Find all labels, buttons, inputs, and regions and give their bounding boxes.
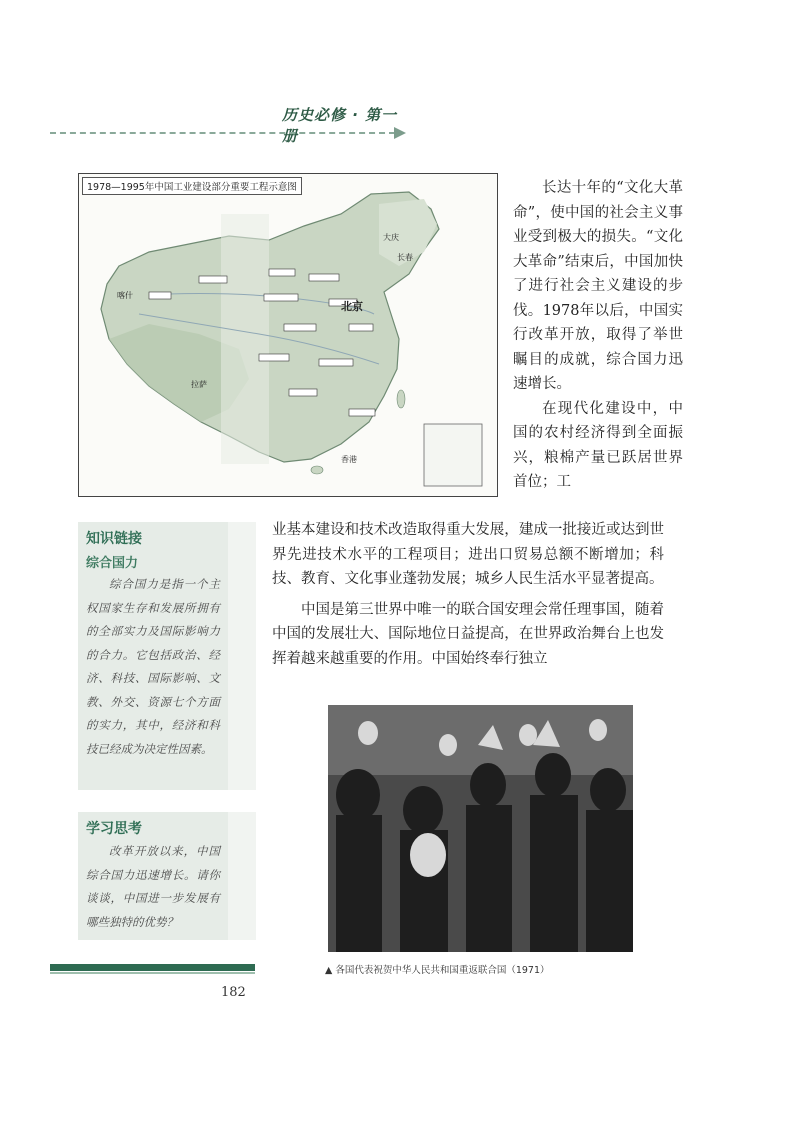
person-silhouette (336, 769, 380, 821)
sidebar-strip (228, 812, 256, 940)
knowledge-link-text: 综合国力是指一个主权国家生存和发展所拥有的全部实力及国际影响力的合力。它包括政治、经济、科技、国际影响、文教、外交、资源七个方面的实力，其中，经济和科技已经成为决定性因素。 (86, 577, 220, 756)
face-highlight (439, 734, 457, 756)
project-marker (349, 409, 375, 416)
face-highlight (519, 724, 537, 746)
paragraph-2-start: 在现代化建设中，中国的农村经济得到全面振兴，粮棉产量已跃居世界首位；工 (513, 400, 683, 490)
knowledge-link-subheading: 综合国力 (86, 556, 139, 571)
map-label-beijing: 北京 (341, 300, 363, 313)
face-highlight (589, 719, 607, 741)
footer-bar-thin (50, 972, 255, 974)
person-silhouette (530, 795, 578, 952)
knowledge-link-box (78, 522, 228, 790)
person-silhouette (586, 810, 633, 952)
person-silhouette (466, 805, 512, 952)
map-label-changchun: 长春 (397, 253, 413, 262)
project-marker (284, 324, 316, 331)
map-label-daqing: 大庆 (383, 233, 399, 242)
person-silhouette (590, 768, 626, 812)
paragraph-3: 中国是第三世界中唯一的联合国安理会常任理事国，随着中国的发展壮大、国际地位日益提高，在世界政治舞台上也发挥着越来越重要的作用。中国始终奉行独立 (272, 601, 664, 667)
map-highlight-strip (221, 214, 269, 464)
photo-caption: ▲ 各国代表祝贺中华人民共和国重返联合国（1971） (325, 965, 550, 976)
project-marker (269, 269, 295, 276)
map-label-lhasa: 拉萨 (191, 380, 207, 389)
project-marker (259, 354, 289, 361)
sidebar-strip (228, 522, 256, 790)
un-delegates-photo (328, 705, 633, 952)
project-marker (264, 294, 298, 301)
project-marker (309, 274, 339, 281)
knowledge-link-heading: 知识链接 (86, 531, 142, 547)
photo-drawing (328, 705, 633, 952)
page-number: 182 (221, 985, 246, 1000)
text-column-wide (272, 518, 664, 671)
person-silhouette (336, 815, 382, 952)
study-thinking-text: 改革开放以来，中国综合国力迅速增长。请你谈谈，中国进一步发展有哪些独特的优势？ (86, 844, 220, 929)
study-thinking-box (78, 812, 228, 940)
project-marker (199, 276, 227, 283)
project-marker (289, 389, 317, 396)
map-title: 1978—1995年中国工业建设部分重要工程示意图 (82, 177, 302, 195)
paragraph-2-continued: 业基本建设和技术改造取得重大发展，建成一批接近或达到世界先进技术水平的工程项目；进出口贸易总额不断增加；科技、教育、文化事业蓬勃发展；城乡人民生活水平显著提高。 (272, 522, 664, 587)
footer-bar (50, 964, 255, 971)
project-marker (319, 359, 353, 366)
project-marker (149, 292, 171, 299)
paragraph-1: 长达十年的“文化大革命”，使中国的社会主义事业受到极大的损失。“文化大革命”结束后，中国加快了进行社会主义建设的步伐。1978年以后，中国实行改革开放，取得了举世瞩目的成就，综合国力迅速增长。 (513, 180, 683, 392)
study-thinking-heading: 学习思考 (86, 821, 142, 837)
taiwan-island (397, 390, 405, 408)
text-column-narrow (513, 176, 683, 495)
south-sea-inset (424, 424, 482, 486)
map-label-kashgar: 喀什 (117, 291, 133, 300)
map-drawing (79, 174, 497, 496)
face-highlight (410, 833, 446, 877)
header-dashed-rule (50, 132, 395, 134)
person-silhouette (470, 763, 506, 807)
header-arrow-icon (394, 127, 406, 139)
running-header: 历史必修 · 第一册 (282, 106, 398, 145)
map-label-hongkong: 香港 (341, 455, 357, 464)
face-highlight (358, 721, 378, 745)
china-industry-map (78, 173, 498, 497)
person-silhouette (403, 786, 443, 834)
hainan-island (311, 466, 323, 474)
person-silhouette (535, 753, 571, 797)
project-marker (349, 324, 373, 331)
